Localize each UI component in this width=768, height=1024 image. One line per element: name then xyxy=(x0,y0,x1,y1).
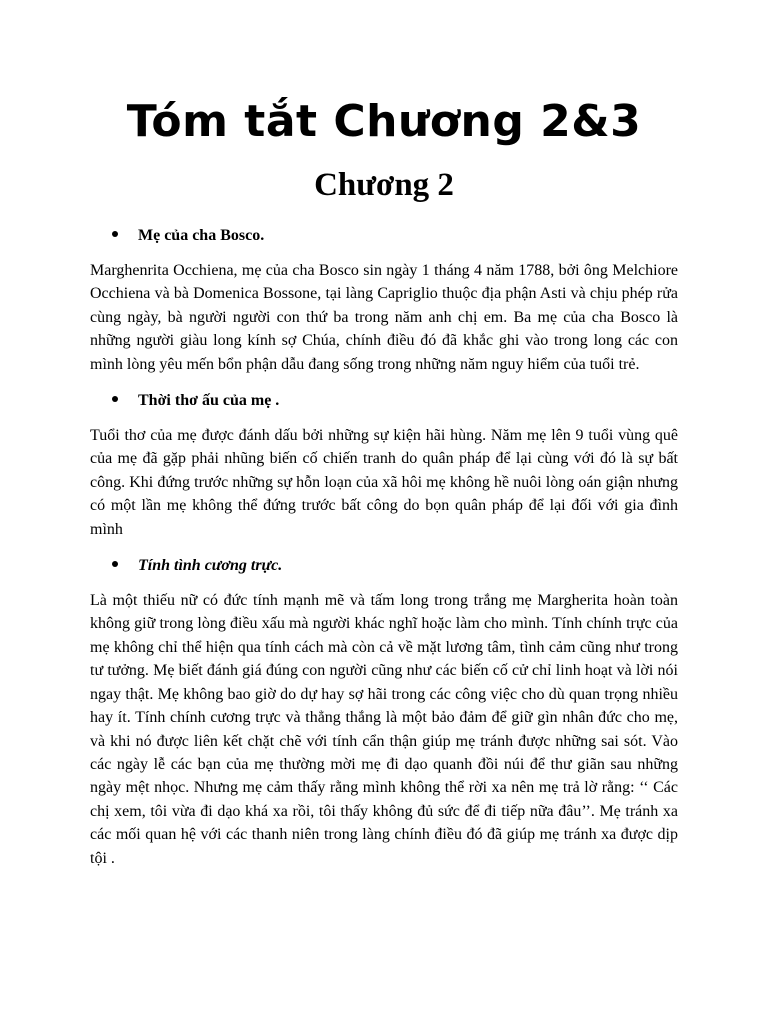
section-paragraph: Là một thiếu nữ có đức tính mạnh mẽ và tấm long trong trắng mẹ Margherita hoàn toàn không giữ trong lòng điều xấu mà người khác nghĩ hoặc làm cho mình. Tính chính trực của mẹ không chỉ thể hiện qua tính cách mà còn cả về mặt lương tâm, tình cảm cũng như trong tư tưởng. Mẹ biết đánh giá đúng con người cũng như các biến cố cử chỉ linh hoạt và lời nói ngay thật. Mẹ không bao giờ do dự hay sợ hãi trong các công việc cho dù quan trọng nhiều hay ít. Tính chính cương trực và thẳng thắng là một bảo đảm để giữ gìn nhân đức cho mẹ, và khi nó được liên kết chặt chẽ với tính cẩn thận giúp mẹ tránh được những sai sót. Vào các ngày lễ các bạn của mẹ thường mời mẹ đi dạo quanh đồi núi để thư giãn sau những ngày mệt nhọc. Nhưng mẹ cảm thấy rằng mình không thể rời xa nên mẹ trả lờ rằng: ‘‘ Các chị xem, tôi vừa đi dạo khá xa rồi, tôi thấy không đủ sức để đi tiếp nữa đâu’’. Mẹ tránh xa các mối quan hệ với các thanh niên trong làng chính điều đó đã giúp mẹ tránh xa được dịp tội . xyxy=(90,592,678,867)
section-mother-of-bosco xyxy=(90,224,678,376)
section-heading-label: Mẹ của cha Bosco. xyxy=(138,227,265,244)
section-heading xyxy=(90,224,678,248)
bullet-icon xyxy=(112,561,118,567)
section-heading-label: Thời thơ ấu của mẹ . xyxy=(138,392,280,410)
section-childhood xyxy=(90,389,678,541)
section-paragraph: Marghenrita Occhiena, mẹ của cha Bosco sin ngày 1 tháng 4 năm 1788, bởi ông Melchiore Occhiena và bà Domenica Bossone, tại làng Capriglio thuộc địa phận Asti và chịu phép rửa cùng ngày, bà người người con thứ ba trong năm anh chị em. Ba mẹ của cha Bosco là những người giàu long kính sợ Chúa, chính điều đó đã khắc ghi vào trong long các con mình lòng yêu mến bổn phận dẫu đang sống trong những năm nguy hiểm của tuổi trẻ. xyxy=(90,262,678,373)
section-character xyxy=(90,554,678,870)
section-heading xyxy=(90,389,678,413)
bullet-icon xyxy=(112,396,118,402)
document-title: Tóm tắt Chương 2&3 xyxy=(126,96,642,147)
section-heading xyxy=(90,554,678,578)
section-heading-label: Tính tình cương trực. xyxy=(138,557,283,575)
bullet-icon xyxy=(112,231,118,237)
section-paragraph: Tuổi thơ của mẹ được đánh dấu bởi những sự kiện hãi hùng. Năm mẹ lên 9 tuổi vùng quê của mẹ đã gặp phải nhũng biến cố chiến tranh do quân pháp để lại cùng với đó là sự bất công. Khi đứng trước những sự hỗn loạn của xã hôi mẹ không hề nuôi lòng oán giận nhưng có một lần mẹ không thể đứng trước bất công do bọn quân pháp để lại đối với gia đình mình xyxy=(90,427,678,538)
chapter-heading: Chương 2 xyxy=(314,167,454,203)
